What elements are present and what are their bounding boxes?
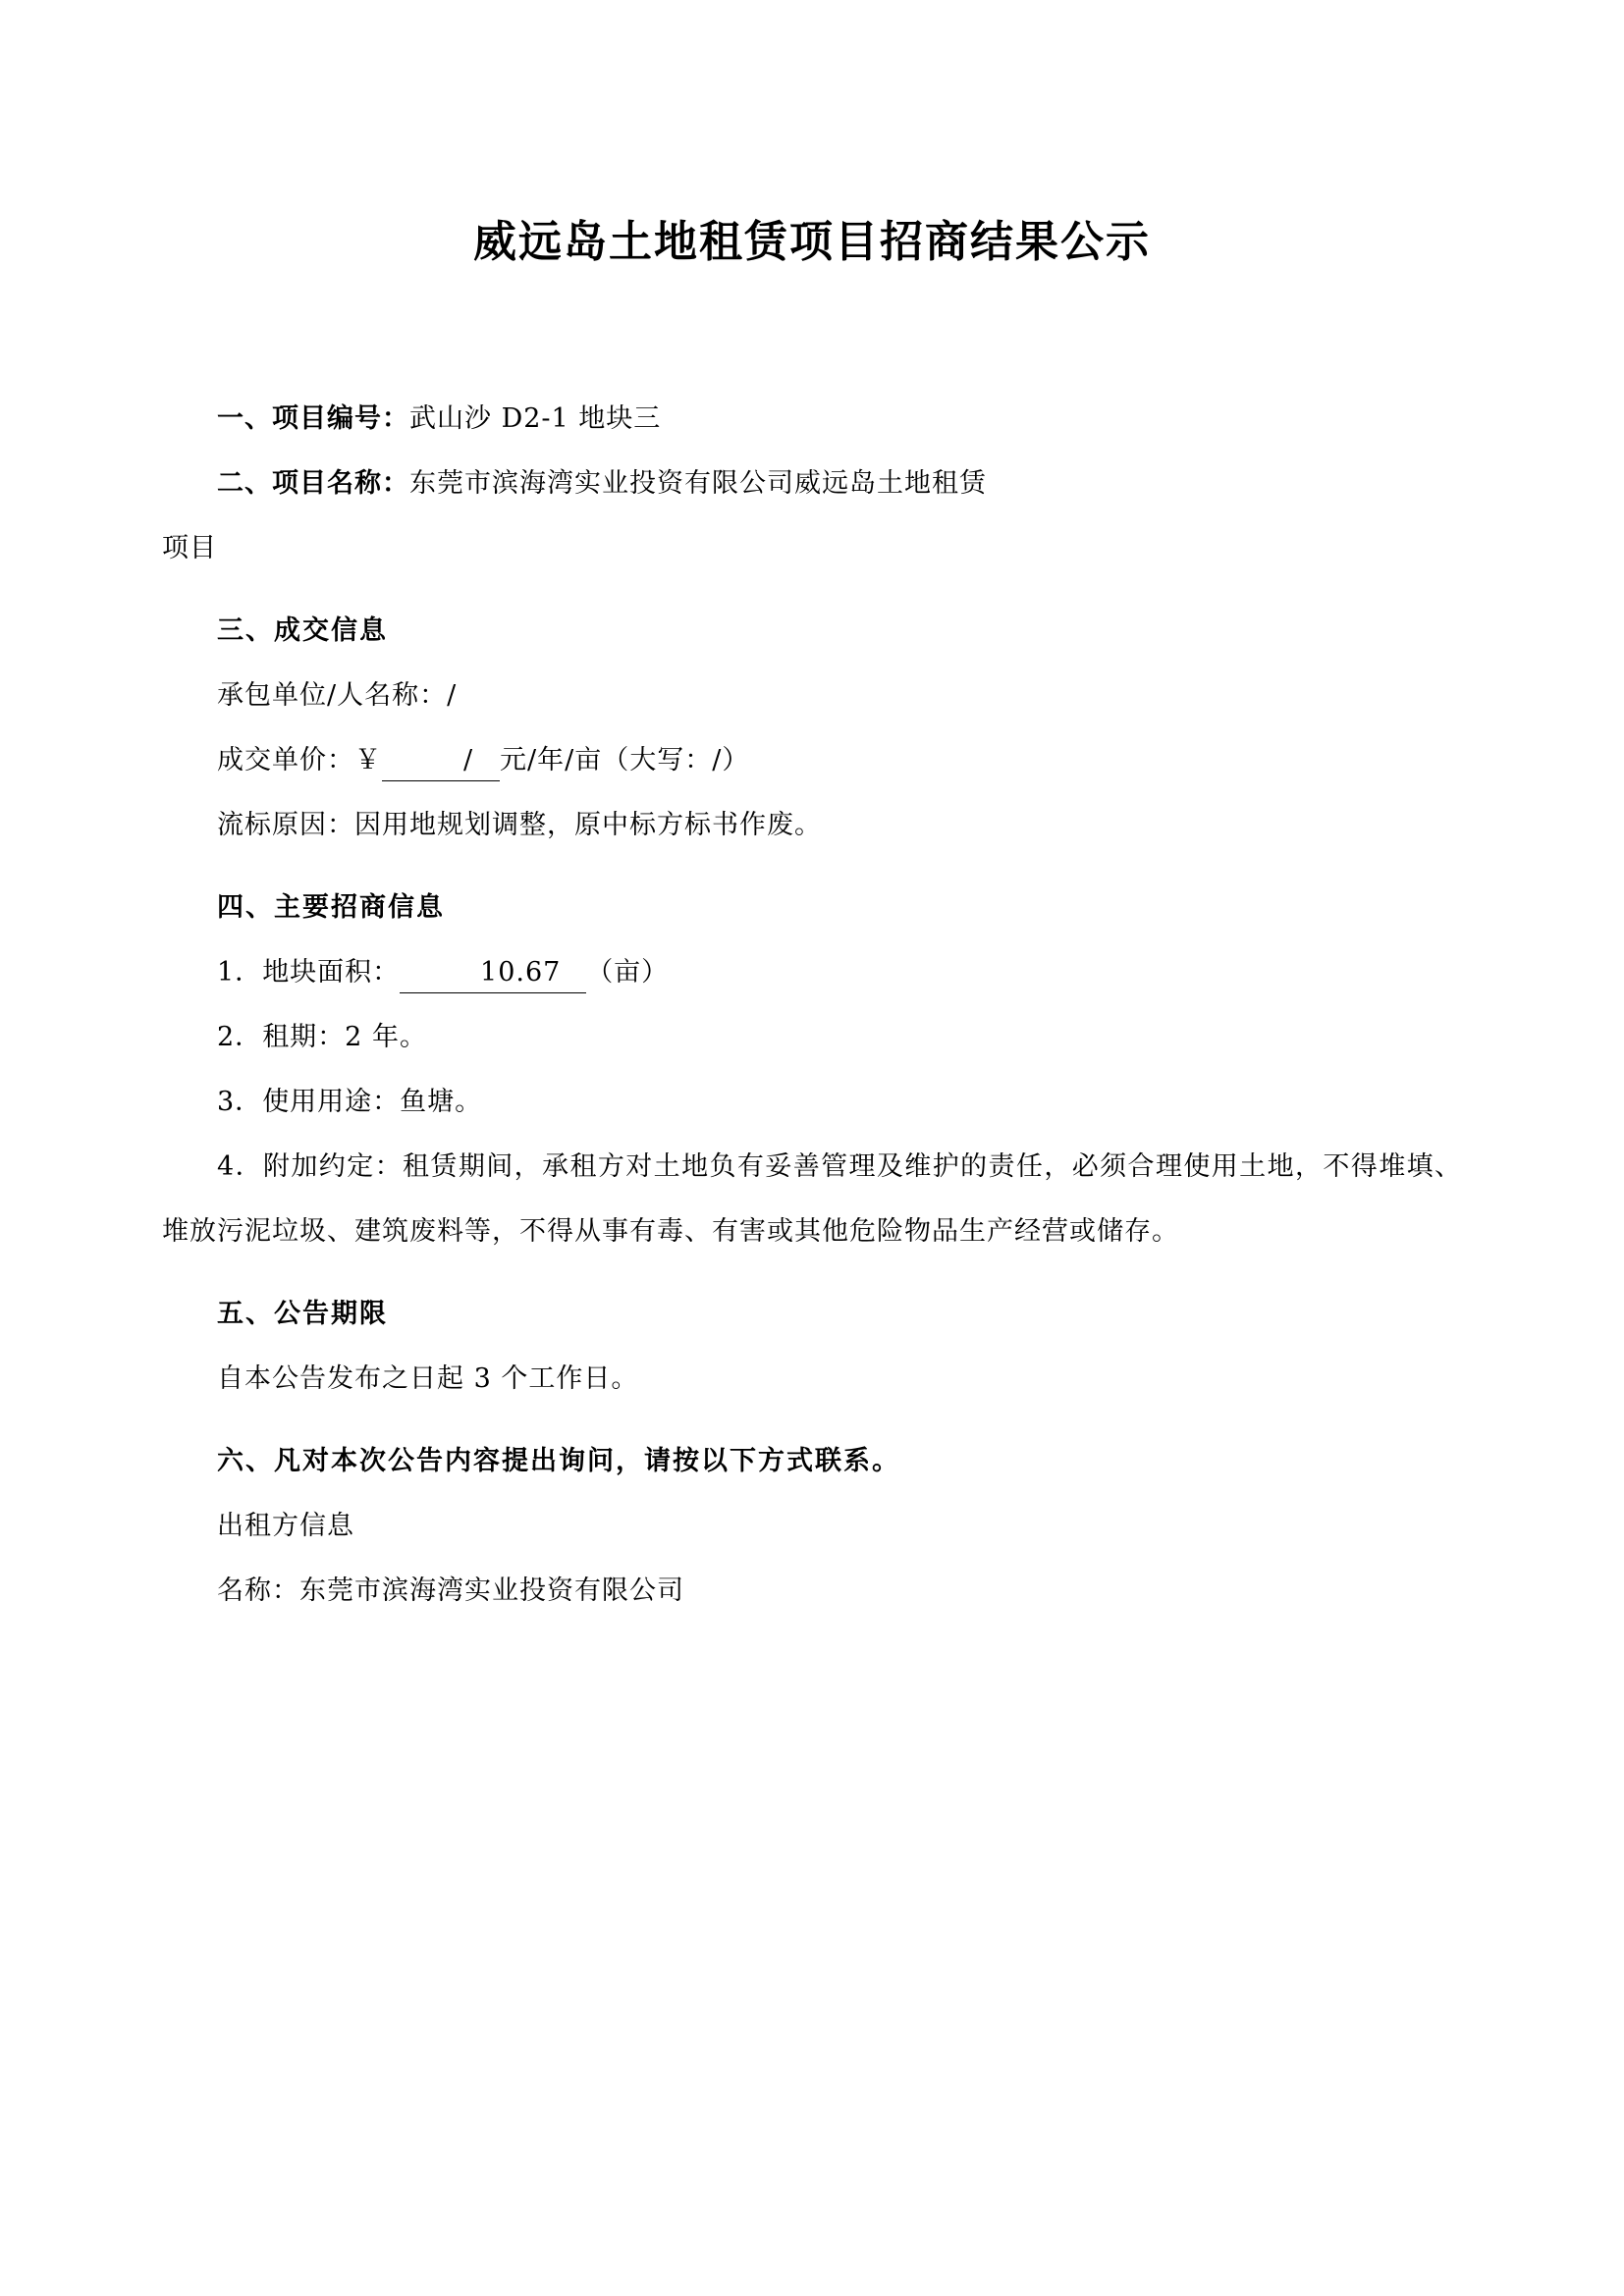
list-item: [162, 1135, 1462, 1264]
section-project-name: [162, 452, 1462, 516]
list-item: [162, 1070, 1462, 1135]
lessor-name-value: 东莞市滨海湾实业投资有限公司: [299, 1575, 684, 1606]
contractor-row: [162, 664, 1462, 728]
lessor-info-heading: 出租方信息: [217, 1511, 354, 1541]
fail-reason-value: 因用地规划调整，原中标方标书作废。: [354, 810, 822, 840]
section-project-number: [162, 387, 1462, 452]
heading-deal-info: 三、成交信息: [217, 615, 388, 646]
deal-price-row: [162, 728, 1462, 793]
lessor-name-label: 名称：: [217, 1575, 299, 1606]
item-index: 1．: [217, 957, 263, 988]
page-title: 威远岛土地租赁项目招商结果公示: [473, 217, 1151, 267]
land-area-unit: （亩）: [586, 957, 670, 988]
fail-reason-row: [162, 793, 1462, 858]
fail-reason-label: 流标原因：: [217, 810, 354, 840]
item-index: 3．: [217, 1087, 263, 1117]
contractor-value: /: [447, 680, 458, 711]
deal-price-blank: /: [382, 741, 500, 781]
deal-price-end: ）: [722, 745, 750, 775]
additional-terms-text: 附加约定：租赁期间，承租方对土地负有妥善管理及维护的责任，必须合理使用土地，不得堆填、堆放污泥垃圾、建筑废料等，不得从事有毒、有害或其他危险物品生产经营或储存。: [162, 1151, 1463, 1247]
item-index: 2．: [217, 1022, 263, 1052]
announcement-period-text: 自本公告发布之日起 3 个工作日。: [217, 1363, 639, 1394]
project-name-label: 二、项目名称：: [217, 468, 409, 499]
heading-main-info: 四、主要招商信息: [217, 892, 445, 923]
lessor-name-row: [162, 1559, 1462, 1624]
project-number-label: 一、项目编号：: [217, 403, 409, 434]
deal-price-capital: /: [712, 745, 723, 775]
land-area-label: 地块面积：: [262, 957, 401, 988]
deal-price-label: 成交单价：￥: [217, 745, 382, 775]
document-body: [162, 387, 1462, 1624]
land-area-value: 10.67: [400, 953, 586, 993]
heading-contact: 六、凡对本次公告内容提出询问，请按以下方式联系。: [217, 1446, 900, 1476]
deal-price-suffix: 元/年/亩（大写：: [500, 745, 713, 775]
project-name-value-cont: 项目: [162, 533, 217, 563]
heading-announcement-period: 五、公告期限: [217, 1299, 388, 1329]
contractor-label: 承包单位/人名称：: [217, 680, 448, 711]
project-name-value: 东莞市滨海湾实业投资有限公司威远岛土地租赁: [409, 468, 987, 499]
list-item: [162, 1005, 1462, 1070]
land-use-text: 使用用途：鱼塘。: [262, 1087, 483, 1117]
item-index: 4．: [217, 1151, 263, 1182]
lease-term-text: 租期：2 年。: [262, 1022, 427, 1052]
project-number-value: 武山沙 D2-1 地块三: [409, 403, 662, 434]
list-item: [162, 940, 1462, 1005]
